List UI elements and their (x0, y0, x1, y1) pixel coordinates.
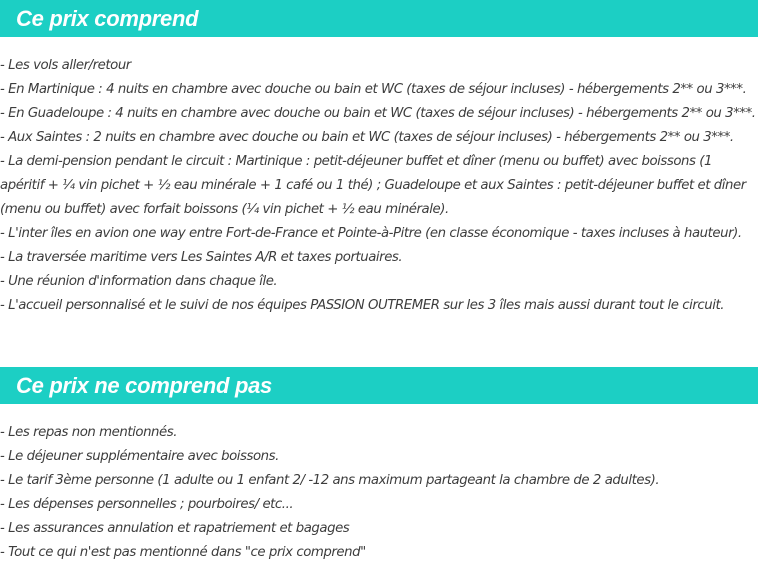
excluded-item-extra-lunch: - Le déjeuner supplémentaire avec boissons. (0, 449, 279, 464)
included-item-guadeloupe: - En Guadeloupe : 4 nuits en chambre avec douche ou bain et WC (taxes de séjour incluses) - hébergements 2** ou 3***. (0, 106, 756, 121)
excluded-item-meals: - Les repas non mentionnés. (0, 425, 178, 440)
included-item-inter-island-flight: - L'inter îles en avion one way entre Fort-de-France et Pointe-à-Pitre (en classe économique - taxes incluses à hauteur). (0, 226, 742, 241)
included-list (0, 54, 758, 318)
included-item-briefing: - Une réunion d'information dans chaque île. (0, 274, 278, 289)
included-banner (0, 0, 758, 37)
included-item-saintes: - Aux Saintes : 2 nuits en chambre avec douche ou bain et WC (taxes de séjour incluses) - hébergements 2** ou 3***. (0, 130, 734, 145)
excluded-banner (0, 367, 758, 404)
included-item-half-board: - La demi-pension pendant le circuit : Martinique : petit-déjeuner buffet et dîner (menu ou buffet) avec boissons (1 apéritif + ¼ vin pichet + ½ eau minérale + 1 café ou 1 thé) ; Guadeloupe et aux Saintes : petit-déjeuner buffet et dîner (menu ou buffet) avec forfait boissons (¼ vin pichet + ½ eau minérale). (0, 154, 746, 217)
excluded-list (0, 421, 758, 565)
excluded-title: Ce prix ne comprend pas (16, 372, 272, 398)
included-item-ferry: - La traversée maritime vers Les Saintes A/R et taxes portuaires. (0, 250, 403, 265)
included-item-welcome: - L'accueil personnalisé et le suivi de nos équipes PASSION OUTREMER sur les 3 îles mais aussi durant tout le circuit. (0, 298, 725, 313)
included-item-flights: - Les vols aller/retour (0, 58, 131, 73)
included-item-martinique: - En Martinique : 4 nuits en chambre avec douche ou bain et WC (taxes de séjour incluses) - hébergements 2** ou 3***. (0, 82, 747, 97)
excluded-item-personal-expenses: - Les dépenses personnelles ; pourboires/ etc... (0, 497, 294, 512)
excluded-section (0, 367, 758, 565)
excluded-item-everything-else: - Tout ce qui n'est pas mentionné dans "ce prix comprend" (0, 545, 366, 560)
excluded-item-third-person: - Le tarif 3ème personne (1 adulte ou 1 enfant 2/ -12 ans maximum partageant la chambre de 2 adultes). (0, 473, 660, 488)
excluded-item-insurance: - Les assurances annulation et rapatriement et bagages (0, 521, 350, 536)
included-title: Ce prix comprend (16, 5, 199, 31)
